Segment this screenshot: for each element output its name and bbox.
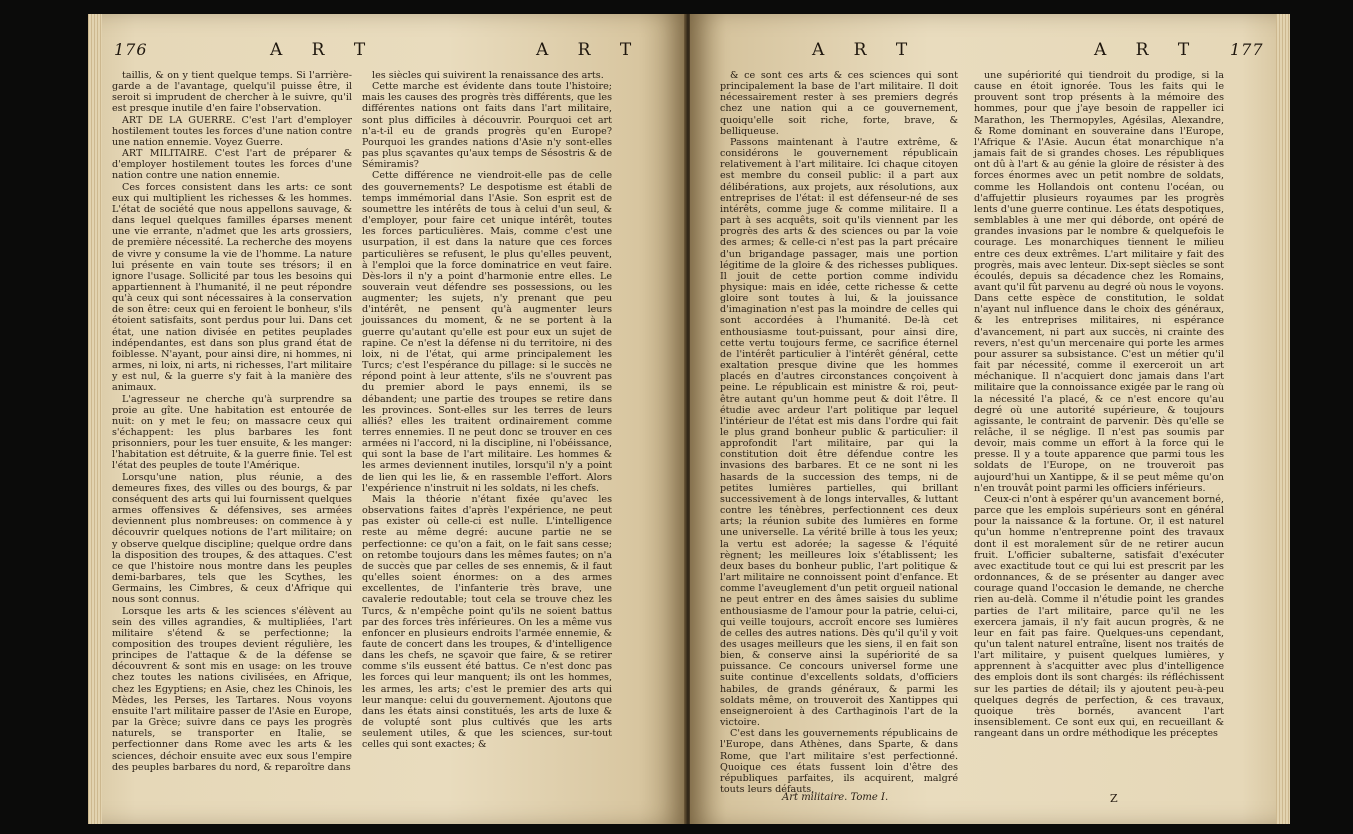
signature-mark: Z	[1110, 792, 1118, 805]
left-page-edge	[88, 14, 102, 824]
paragraph: Cette différence ne viendroit-elle pas de celle des gouvernements? Le despotisme est établi de temps immémorial dans l'Asie. Son esprit est de soumettre les intérêts de tous à celui d'un seul, & d'employer, pour faire cet unique intérêt, toutes les forces particulières. Mais, comme c'est une usurpation, il est dans la nature que ces forces particulières se refusent, le plus qu'elles peuvent, à l'emploi que la force dominatrice en veut faire. Dès-lors il n'y a point d'harmonie entre elles. Le souverain veut défendre ses possessions, ou les augmenter; les sujets, n'y prenant que peu d'intérêt, ne pensent qu'à augmenter leurs jouissances du moment, & ne se portent à la guerre qu'autant qu'elle est pour eux un sujet de rapine. Ce n'est la défense ni du territoire, ni des loix, ni de l'état, qui arme principalement les Turcs; c'est l'espérance du pillage: si le succès ne répond point à leur attente, s'ils ne s'ouvrent pas du premier abord le pays ennemi, ils se débandent; une partie des troupes se retire dans les provinces. Sont-elles sur les terres de leurs alliés? elles les traitent ordinairement comme terres ennemies. Il ne peut donc se trouver en ces armées ni l'accord, ni la discipline, ni l'obéissance, qui sont la base de l'art militaire. Les hommes & les armes deviennent inutiles, lorsqu'il n'y a point de lien qui les lie, & en rassemble l'effort. Alors l'expérience n'instruit ni les soldats, ni les chefs.	[362, 170, 612, 494]
paragraph: Mais la théorie n'étant fixée qu'avec les observations faites d'après l'expérience, ne peut pas exister où celle-ci est nulle. L'intelligence reste au même degré: aucune partie ne se perfectionne: ce qu'on a fait, on le fait sans cesse; on retombe toujours dans les mêmes fautes; on n'a de succès que par celles de ses ennemis, & il faut qu'elles soient énormes: on a des armes excellentes, de l'infanterie très brave, une cavalerie redoutable; tout cela se trouve chez les Turcs, & n'empêche point qu'ils ne soient battus par des forces très inférieures. On les a même vus enfoncer en plusieurs endroits l'armée ennemie, & faute de concert dans les troupes, & d'intelligence dans les chefs, ne sçavoir que faire, & se retirer comme s'ils eussent été battus. Ce n'est donc pas les forces qui leur manquent; ils ont les hommes, les armes, les arts; c'est le premier des arts qui leur manque: celui du gouvernement. Ajoutons que dans les états ainsi constitués, les arts de luxe & de volupté sont plus cultivés que les arts seulement utiles, & que les sciences, sur-tout celles qui sont exactes; &	[362, 493, 612, 751]
paragraph: une supériorité qui tiendroit du prodige, si la cause en étoit ignorée. Tous les faits qui le prouvent sont trop présents à la mémoire des hommes, pour que j'aye besoin de rappeller ici Marathon, les Thermopyles, Agésilas, Alexandre, & Rome dominant en souveraine dans l'Europe, l'Afrique & l'Asie. Aucun état monarchique n'a jamais fait de si grandes choses. Les républiques ont dû à l'art & au génie la gloire de résister à des forces énormes avec un petit nombre de soldats, comme les Hollandois ont contenu l'océan, ou d'affujettir plusieurs royaumes par les progrès lents d'une guerre continue. Les états despotiques, semblables à une mer qui déborde, ont opéré de grandes invasions par le nombre & quelquefois le courage. Les monarchiques tiennent le milieu entre ces deux extrêmes. L'art militaire y fait des progrès, mais avec lenteur. Dix-sept siècles se sont écoulés, depuis sa décadence chez les Romains, avant qu'il fût parvenu au degré où nous le voyons. Dans cette espèce de constitution, le soldat n'ayant nul influence dans le choix des généraux, & les entreprises militaires, ni espérance d'avancement, ni part aux succès, ni crainte des revers, n'est qu'un mercenaire qui porte les armes pour assurer sa subsistance. C'est un métier qu'il fait par nécessité, comme il exerceroit un art méchanique. Il n'acquiert donc jamais dans l'art militaire que la connoissance exigée par le rang où la nécessité l'a placé, & ce n'est encore qu'au degré où une autorité supérieure, & toujours agissante, le contraint de parvenir. Dès qu'elle se relâche, il se néglige. Il n'est pas soumis par devoir, mais comme un effort à la force qui le presse. Il y a toute apparence que parmi tous les soldats de l'Europe, on ne trouveroit pas aujourd'hui un Xantippe, & il se peut même qu'on n'en trouvât point parmi les officiers inférieurs.	[974, 70, 1224, 494]
paragraph: ART MILITAIRE. C'est l'art de préparer & d'employer hostilement toutes les forces d'une nation contre une nation ennemie.	[112, 148, 352, 182]
paragraph: Passons maintenant à l'autre extrême, & considérons le gouvernement républicain relativement à l'art militaire. Ici chaque citoyen est membre du conseil public: il a part aux délibérations, aux projets, aux résolutions, aux entreprises de l'état: il est défenseur-né de ses intérêts, comme juge & comme militaire. Il a part à ses acquêts, soit qu'ils viennent par les progrès des arts & des sciences ou par la voie des armes; & celle-ci n'est pas la part précaire d'un brigandage passager, mais une portion légitime de la gloire & des richesses publiques. Il jouit de cette portion comme individu physique: mais en idée, cette richesse & cette gloire sont toutes à lui, & la jouissance d'imagination n'est pas la moindre de celles qui sont accordées à l'humanité. De-là cet enthousiasme tout-puissant, pour ainsi dire, cette vertu toujours ferme, ce sacrifice éternel de l'intérêt particulier à l'intérêt général, cette exaltation presque divine que les hommes placés en d'autres circonstances conçoivent à peine. Le républicain est ministre & roi, peut-être autant qu'un homme peut & doit l'être. Il étudie avec ardeur l'art politique par lequel l'intérieur de l'état est mis dans l'ordre qui fait le plus grand bonheur public & particulier: il approfondit l'art militaire, par qui la constitution doit être défendue contre les invasions des barbares. Et ce ne sont ni les hasards de la succession des temps, ni de petites lumières partielles, qui brillant successivement à de longs intervalles, & luttant contre les ténèbres, perfectionnent ces deux arts; la réunion subite des lumières en forme une universelle. La vérité brille à tous les yeux; la vertu est adorée; la sagesse & l'équité règnent; les meilleures loix s'établissent; les deux bases du bonheur public, l'art politique & l'art militaire ne connoissent point d'enfance. Et comme l'aveuglement d'un petit orgueil national ne peut entrer en des âmes saisies du sublime enthousiasme de l'amour pour la patrie, celui-ci, qui veille toujours, accroît encore ses lumières de celles des autres nations. Dès qu'il qu'il y voit des usages meilleurs que les siens, il en fait son bien, & conserve ainsi la supériorité de sa puissance. Ce concours universel forme une suite continue d'excellents soldats, d'officiers habiles, de grands généraux, & parmi les soldats même, on trouveroit des Xantippes qui enseigneroient à des Carthaginois l'art de la victoire.	[720, 136, 958, 729]
paragraph: les siècles qui suivirent la renaissance des arts.	[372, 70, 604, 81]
right-running-head: A R T	[812, 40, 920, 60]
right-page-number: 177	[1230, 40, 1264, 59]
left-column-2	[362, 70, 612, 798]
open-book	[88, 14, 1290, 824]
paragraph: & ce sont ces arts & ces sciences qui sont principalement la base de l'art militaire. Il doit nécessairement rester à ses premiers degrés chez une nation qui a ce gouvernement, quoiqu'elle soit riche, forte, brave, & belliqueuse.	[720, 70, 958, 137]
paragraph: taillis, & on y tient quelque temps. Si l'arrière-garde a de l'avantage, quelqu'il puisse être, il seroit si imprudent de chercher à le suivre, qu'il est presque inutile d'en faire l'observation.	[112, 70, 352, 115]
right-page-edge	[1276, 14, 1290, 824]
paragraph: Lorsqu'une nation, plus réunie, a des demeures fixes, des villes ou des bourgs, & par conséquent des arts qui lui fournissent quelques armes offensives & défensives, ses armées deviennent plus nombreuses: on commence à y découvrir quelques notions de l'art militaire; on y observe quelque discipline; quelque ordre dans la disposition des troupes, & des attaques. C'est ce que l'histoire nous montre dans les peuples demi-barbares, tels que les Scythes, les Germains, les Cimbres, & ceux d'Afrique qui nous sont connus.	[112, 471, 352, 606]
right-running-head-2: A R T	[1094, 40, 1202, 60]
paragraph: Lorsque les arts & les sciences s'élèvent au sein des villes agrandies, & multipliées, l'art militaire s'étend & se perfectionne; la composition des troupes devient régulière, les principes de l'attaque & de la défense se découvrent & sont mis en usage: on les trouve chez toutes les nations civilisées, en Afrique, chez les Egyptiens; en Asie, chez les Chinois, les Mèdes, les Perses, les Tartares. Nous voyons ensuite l'art militaire passer de l'Asie en Europe, par la Grèce; suivre dans ce pays les progrès naturels, se transporter en Italie, se perfectionner dans Rome avec les arts & les sciences, déchoir ensuite avec eux sous l'empire des peuples barbares du nord, & reparoître dans	[112, 605, 352, 773]
paragraph: Ces forces consistent dans les arts: ce sont eux qui multiplient les richesses & les hommes. L'état de société que nous appellons sauvage, & dans lequel quelques familles éparses menent une vie errante, n'admet que les arts grossiers, de première nécessité. La recherche des moyens de vivre y consume la vie de l'homme. La nature lui présente en vain toute ses trésors; il en ignore l'usage. Sollicité par tous les besoins qui appartiennent à l'humanité, il ne peut répondre qu'à ceux qui sont nécessaires à la conservation de son être: ceux qui en feroient le bonheur, s'ils étoient satisfaits, sont perdus pour lui. Dans cet état, une nation divisée en petites peuplades indépendantes, est dans son plus grand état de foiblesse. N'ayant, pour ainsi dire, ni hommes, ni armes, ni loix, ni arts, ni richesses, l'art militaire y est nul, & la guerre s'y fait à la manière des animaux.	[112, 181, 352, 394]
left-page-number: 176	[114, 40, 148, 59]
left-page	[88, 14, 686, 824]
paragraph: C'est dans les gouvernements républicains de l'Europe, dans Athènes, dans Sparte, & dans Rome, que l'art militaire s'est perfectionné. Quoique ces états fussent loin d'être des républiques parfaites, ils acquirent, malgré touts leurs défauts,	[720, 728, 958, 795]
paragraph: Cette marche est évidente dans toute l'histoire; mais les causes des progrès très différents, que les différentes nations ont faits dans l'art militaire, sont plus difficiles à découvrir. Pourquoi cet art n'a-t-il eu de grands progrès qu'en Europe? Pourquoi les grandes nations d'Asie n'y sont-elles pas plus sçavantes qu'aux temps de Sésostris & de Sémiramis?	[362, 81, 612, 171]
left-running-head: A R T	[270, 40, 378, 60]
right-column-1	[720, 70, 958, 795]
right-page	[690, 14, 1290, 824]
left-running-head-2: A R T	[536, 40, 644, 60]
left-column-1	[112, 70, 352, 798]
footer-volume-title: Art militaire. Tome I.	[782, 792, 889, 803]
right-column-2	[974, 70, 1224, 798]
paragraph: ART DE LA GUERRE. C'est l'art d'employer hostilement toutes les forces d'une nation contre une nation ennemie. Voyez Guerre.	[112, 114, 352, 148]
paragraph: Ceux-ci n'ont à espérer qu'un avancement borné, parce que les emplois supérieurs sont en général pour la naissance & la fortune. Or, il est naturel qu'un homme n'entreprenne point des travaux dont il est moralement sûr de ne retirer aucun fruit. L'officier subalterne, satisfait d'exécuter avec exactitude tout ce qui lui est prescrit par les ordonnances, & de se présenter au danger avec courage quand l'occasion le demande, ne cherche rien au-delà. Comme il n'étudie point les grandes parties de l'art militaire, parce qu'il ne les exercera jamais, il n'y fait aucun progrès, & ne leur en fait pas faire. Quelques-uns cependant, qu'un talent naturel entraîne, lisent nos traités de l'art militaire, y puisent quelques lumières, y apprennent à s'acquitter avec plus d'intelligence des emplois dont ils sont chargés: ils réfléchissent sur les parties de détail; ils y ajoutent peu-à-peu quelques degrés de perfection, & ces travaux, quoique très bornés, avancent l'art insensiblement. Ce sont eux qui, en recueillant & rangeant dans un ordre méthodique les préceptes	[974, 493, 1224, 740]
paragraph: L'agresseur ne cherche qu'à surprendre sa proie au gîte. Une habitation est entourée de nuit: on y met le feu; on massacre ceux qui s'échappent: les plus barbares les font prisonniers, pour les tuer ensuite, & les manger: l'habitation est détruite, & la guerre finie. Tel est l'état des peuples de toute l'Amérique.	[112, 393, 352, 472]
